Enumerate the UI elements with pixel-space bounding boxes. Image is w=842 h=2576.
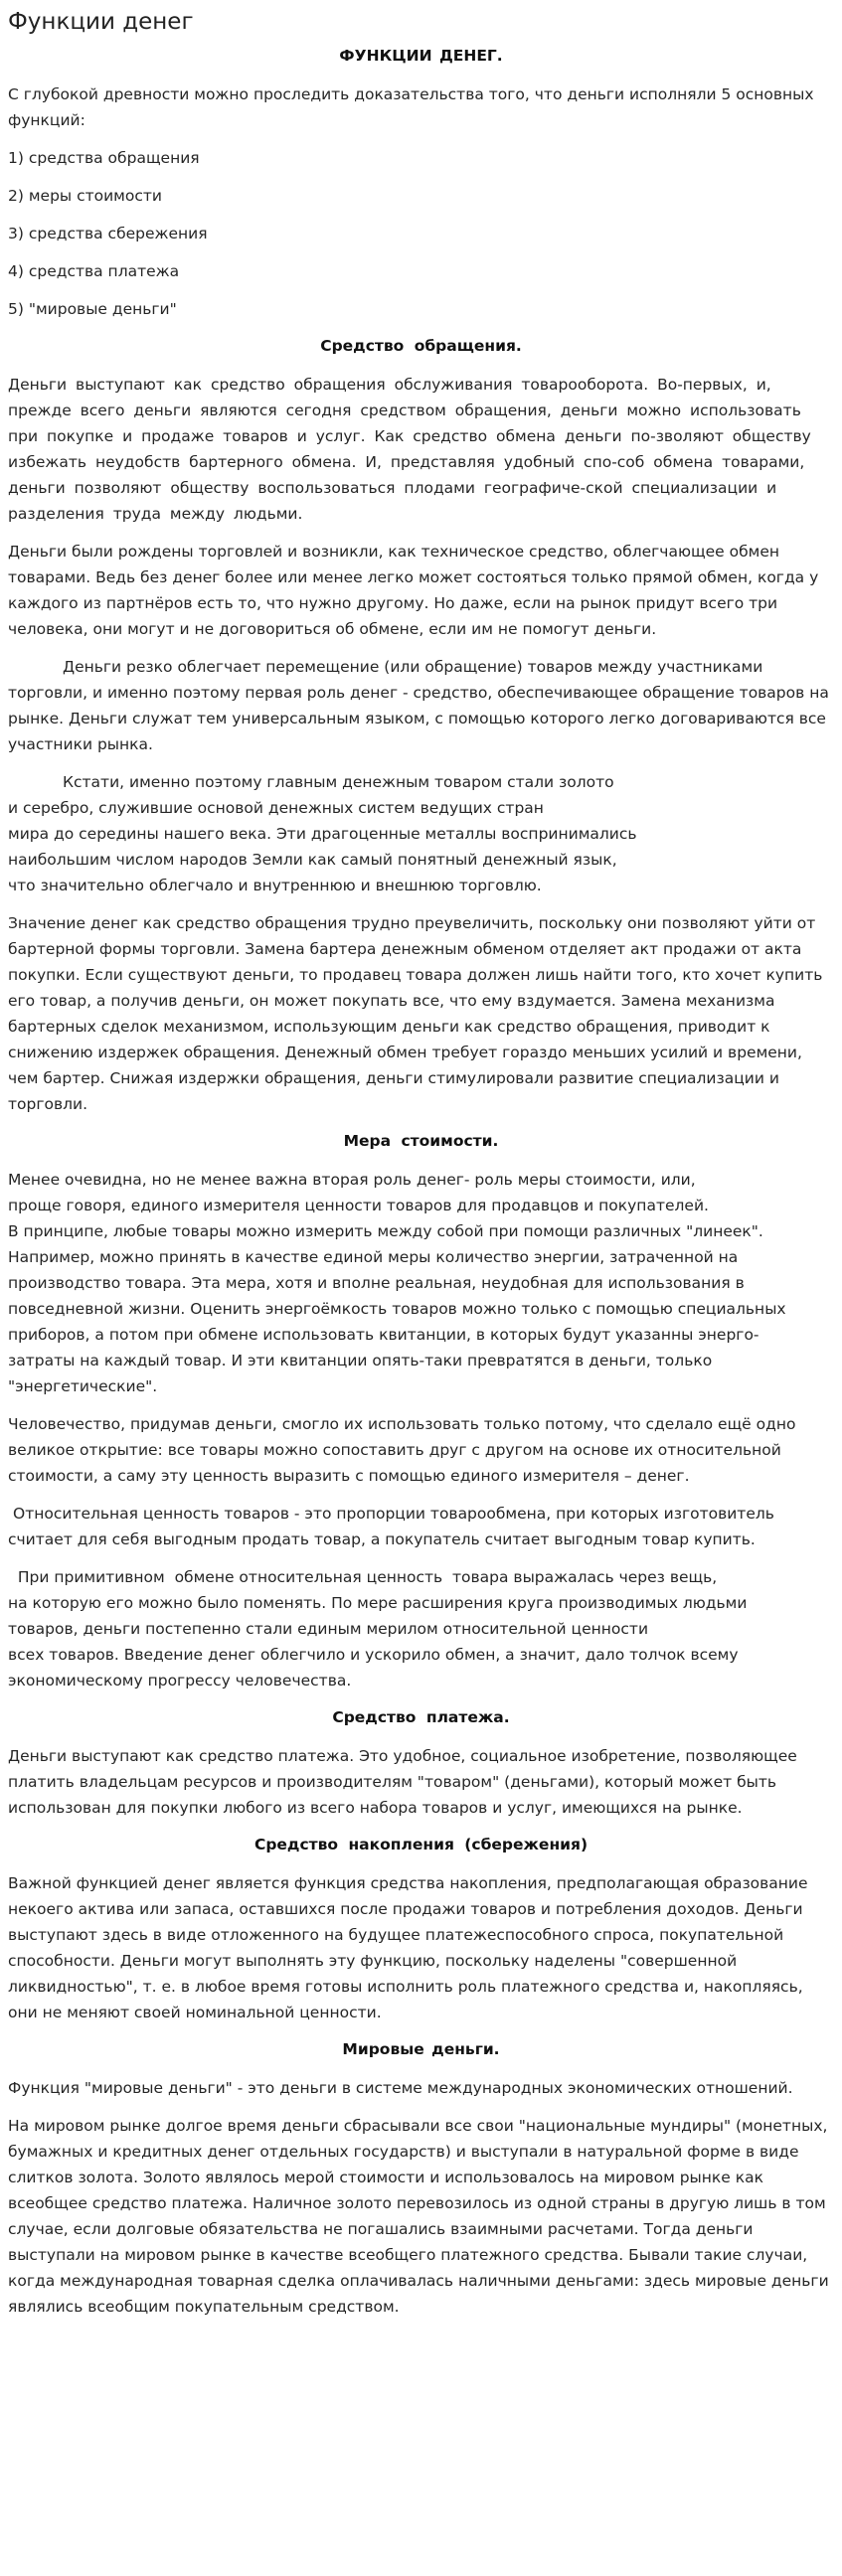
paragraph-line: и серебро, служившие основой денежных систем ведущих стран (8, 799, 544, 817)
list-item: 3) средства сбережения (8, 225, 208, 242)
world-money-paragraph-2: На мировом рынке долгое время деньги сбрасывали все свои "национальные мундиры" (монетных, бумажных и кредитных денег отдельных государств) и выступали в натуральной форме в виде слитков золота. Золото являлось мерой стоимости и использовалось на мировом рынке как всеобщее средство платежа. Наличное золото перевозилось из одной страны в другую лишь в том случае, если долговые обязательства не погашались взаимными расчетами. Тогда деньги выступали на мировом рынке в качестве всеобщего платежного средства. Бывали такие случаи, когда международная товарная сделка оплачивалась наличными деньгами: здесь мировые деньги являлись всеобщим покупательным средством. (8, 2117, 829, 2316)
paragraph-line: производство товара. Эта мера, хотя и вполне реальная, неудобная для использования в (8, 1274, 745, 1292)
world-money-paragraph-1: Функция "мировые деньги" - это деньги в системе международных экономических отношений. (8, 2079, 793, 2097)
measure-paragraph-3: Относительная ценность товаров - это пропорции товарообмена, при которых изготовитель считает для себя выгодным продать товар, а покупатель считает выгодным товар купить. (8, 1505, 774, 1548)
paragraph-line: что значительно облегчало и внутреннюю и внешнюю торговлю. (8, 877, 542, 894)
measure-paragraph-4 (8, 1564, 834, 1693)
functions-list (8, 145, 834, 322)
paragraph-line: на которую его можно было поменять. По мере расширения круга производимых людьми (8, 1594, 748, 1612)
savings-paragraph-1: Важной функцией денег является функция средства накопления, предполагающая образование некоего актива или запаса, оставшихся после продажи товаров и потребления доходов. Деньги выступают здесь в виде отложенного на будущее платежеспособного спроса, покупательной способности. Деньги могут выполнять эту функцию, поскольку наделены "совершенной ликвидностью", т. е. в любое время готовы исполнить роль платежного средства и, накопляясь, они не меняют своей номинальной ценности. (8, 1874, 808, 2021)
payment-paragraph-1: Деньги выступают как средство платежа. Это удобное, социальное изобретение, позволяющее платить владельцам ресурсов и производителям "товаром" (деньгами), который может быть использован для покупки любого из всего набора товаров и услуг, имеющихся на рынке. (8, 1747, 797, 1817)
page-title: Функции денег (8, 9, 194, 35)
section-heading-world-money: Мировые деньги. (342, 2040, 500, 2058)
paragraph-line: затраты на каждый товар. И эти квитанции опять-таки превратятся в деньги, только (8, 1352, 713, 1369)
list-item: 2) меры стоимости (8, 187, 162, 205)
section-heading-measure: Мера стоимости. (343, 1132, 499, 1150)
section-heading-savings: Средство накопления (сбережения) (253, 1836, 589, 1853)
circulation-paragraph-2: Деньги были рождены торговлей и возникли, как техническое средство, облегчающее обмен товарами. Ведь без денег более или менее легко может состояться только прямой обмен, когда у каждого из партнёров есть то, что нужно другому. Но даже, если на рынок придут всего три человека, они могут и не договориться об обмене, если им не помогут деньги. (8, 543, 819, 638)
circulation-paragraph-4 (8, 769, 834, 898)
list-item: 5) "мировые деньги" (8, 300, 177, 318)
paragraph-line: В принципе, любые товары можно измерить между собой при помощи различных "линеек". (8, 1222, 763, 1240)
measure-paragraph-2: Человечество, придумав деньги, смогло их использовать только потому, что сделало ещё одно великое открытие: все товары можно сопоставить друг с другом на основе их относительной стоимости, а саму эту ценность выразить с помощью единого измерителя – денег. (8, 1415, 796, 1485)
paragraph-line: экономическому прогрессу человечества. (8, 1672, 352, 1690)
measure-paragraph-1 (8, 1167, 834, 1399)
paragraph-line: всех товаров. Введение денег облегчило и ускорило обмен, а значит, дало толчок всему (8, 1646, 739, 1664)
paragraph-line: мира до середины нашего века. Эти драгоценные металлы воспринимались (8, 825, 637, 843)
paragraph-line: Кстати, именно поэтому главным денежным товаром стали золото (63, 773, 614, 791)
intro-paragraph: С глубокой древности можно проследить доказательства того, что деньги исполняли 5 основных функций: (8, 85, 814, 129)
circulation-paragraph-3: Деньги резко облегчает перемещение (или обращение) товаров между участниками торговли, и именно поэтому первая роль денег - средство, обеспечивающее обращение товаров на рынке. Деньги служат тем универсальным языком, с помощью которого легко договариваются все участники рынка. (8, 658, 829, 753)
paragraph-line: приборов, а потом при обмене использовать квитанции, в которых будут указанны энерго- (8, 1326, 759, 1344)
paragraph-line: Например, можно принять в качестве единой меры количество энергии, затраченной на (8, 1248, 739, 1266)
paragraph-line: Менее очевидна, но не менее важна вторая роль денег- роль меры стоимости, или, (8, 1171, 696, 1189)
section-heading-payment: Средство платежа. (332, 1708, 510, 1726)
circulation-paragraph-1: Деньги выступают как средство обращения обслуживания товарооборота. Во-первых, и, прежде всего деньги являются сегодня средством обращения, деньги можно использовать при покупке и продаже товаров и услуг. Как средство обмена деньги по-зволяют обществу избежать неудобств бартерного обмена. И, представляя удобный спо-соб обмена товарами, деньги позволяют обществу воспользоваться плодами географиче-ской специализации и разделения труда между людьми. (8, 376, 811, 523)
section-heading-circulation: Средство обращения. (320, 337, 522, 355)
paragraph-line: При примитивном обмене относительная ценность товара выражалась через вещь, (8, 1568, 718, 1586)
list-item: 4) средства платежа (8, 262, 180, 280)
paragraph-line: наибольшим числом народов Земли как самый понятный денежный язык, (8, 851, 617, 869)
document-heading: ФУНКЦИИ ДЕНЕГ. (339, 47, 503, 65)
paragraph-line: товаров, деньги постепенно стали единым мерилом относительной ценности (8, 1620, 649, 1638)
paragraph-line: проще говоря, единого измерителя ценности товаров для продавцов и покупателей. (8, 1197, 709, 1214)
list-item: 1) средства обращения (8, 149, 200, 167)
paragraph-line: повседневной жизни. Оценить энергоёмкость товаров можно только с помощью специальных (8, 1300, 786, 1318)
circulation-paragraph-5: Значение денег как средство обращения трудно преувеличить, поскольку они позволяют уйти от бартерной формы торговли. Замена бартера денежным обменом отделяет акт продажи от акта покупки. Если существуют деньги, то продавец товара должен лишь найти того, кто хочет купить его товар, а получив деньги, он может покупать все, что ему вздумается. Замена механизма бартерных сделок механизмом, использующим деньги как средство обращения, приводит к снижению издержек обращения. Денежный обмен требует гораздо меньших усилий и времени, чем бартер. Снижая издержки обращения, деньги стимулировали развитие специализации и торговли. (8, 914, 823, 1113)
paragraph-line: "энергетические". (8, 1377, 158, 1395)
